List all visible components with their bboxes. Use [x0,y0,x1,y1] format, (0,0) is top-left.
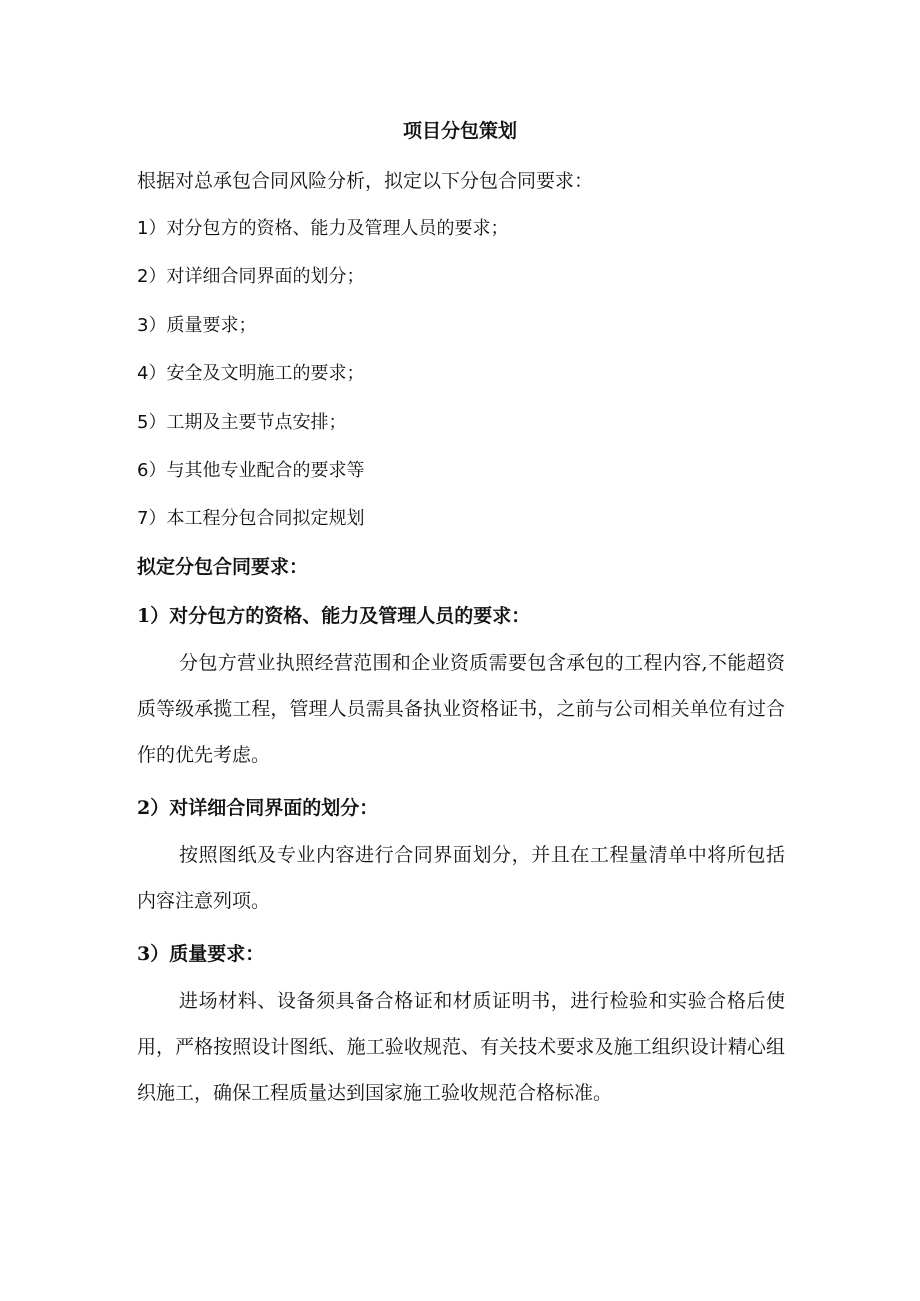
section-heading: 拟定分包合同要求： [137,556,309,578]
section-2-body: 按照图纸及专业内容进行合同界面划分，并且在工程量清单中将所包括内容注意列项。 [137,844,785,912]
list-item: 7）本工程分包合同拟定规划 [137,508,365,529]
list-item: 3）质量要求； [137,315,257,336]
list-item: 2）对详细合同界面的划分； [137,266,365,287]
list-item: 6）与其他专业配合的要求等 [137,460,365,481]
document-title: 项目分包策划 [402,120,517,142]
section-3-body: 进场材料、设备须具备合格证和材质证明书，进行检验和实验合格后使用，严格按照设计图纸、施工验收规范、有关技术要求及施工组织设计精心组织施工，确保工程质量达到国家施工验收规范合格标准。 [137,990,785,1104]
list-item: 4）安全及文明施工的要求； [137,363,365,384]
section-1-heading: 1）对分包方的资格、能力及管理人员的要求： [137,605,531,627]
section-2-heading: 2）对详细合同界面的划分： [137,797,379,819]
intro-text: 根据对总承包合同风险分析，拟定以下分包合同要求： [137,170,594,192]
section-3-heading: 3）质量要求： [137,943,265,965]
section-1-body: 分包方营业执照经营范围和企业资质需要包含承包的工程内容,不能超资质等级承揽工程，管理人员需具备执业资格证书，之前与公司相关单位有过合作的优先考虑。 [137,652,785,766]
list-item: 1）对分包方的资格、能力及管理人员的要求； [137,218,509,239]
list-item: 5）工期及主要节点安排； [137,412,347,433]
